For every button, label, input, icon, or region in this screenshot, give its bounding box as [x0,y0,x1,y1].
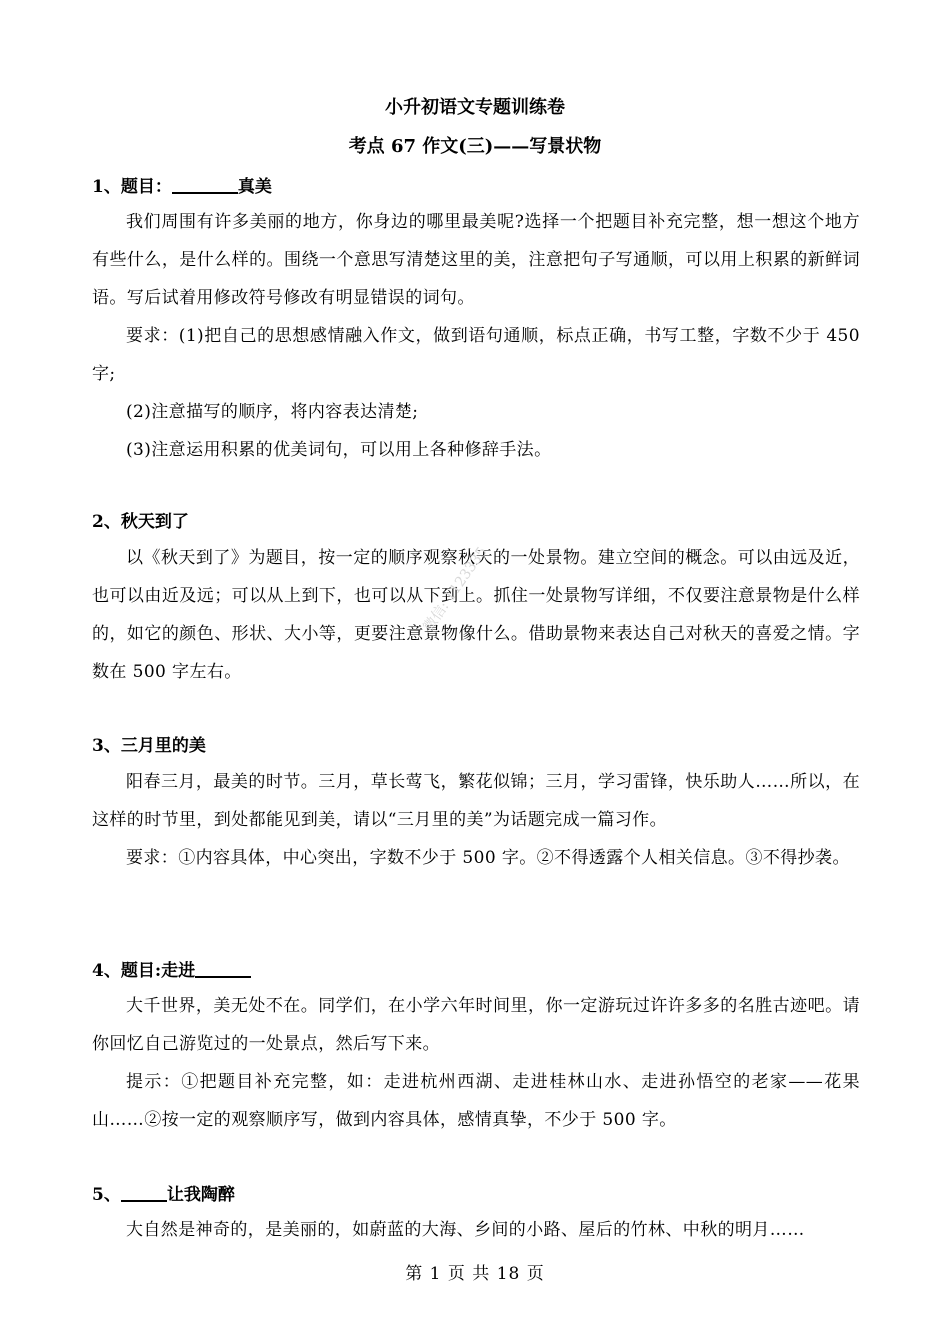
section-4-paragraph-2: 提示：①把题目补充完整，如：走进杭州西湖、走进桂林山水、走进孙悟空的老家——花果山……②按一定的观察顺序写，做到内容具体，感情真挚，不少于 500 字。 [92,1072,860,1130]
section-title: 秋天到了 [120,512,189,532]
section-suffix: 让我陶醉 [166,1185,235,1205]
section-prefix: 题目:走进 [120,961,196,981]
page-footer: 第 1 页 共 18 页 [405,1264,545,1284]
section-number: 4、 [92,961,121,981]
section-1-paragraph-4: (3)注意运用积累的优美词句，可以用上各种修辞手法。 [126,440,552,460]
fill-blank [195,958,251,978]
section-number: 5、 [92,1185,121,1205]
section-1-paragraph-1: 我们周围有许多美丽的地方，你身边的哪里最美呢?选择一个把题目补充完整，想一想这个地方有些什么，是什么样的。围绕一个意思写清楚这里的美，注意把句子写通顺，可以用上积累的新鲜词语。写后试着用修改符号修改有明显错误的词句。 [92,212,860,308]
section-4-paragraph-1: 大千世界，美无处不在。同学们，在小学六年时间里，你一定游玩过许许多多的名胜古迹吧。请你回忆自己游览过的一处景点，然后写下来。 [92,996,860,1054]
document-title: 小升初语文专题训练卷 [385,97,565,118]
watermark: 微信: 1123335 [420,544,491,635]
section-suffix: 真美 [237,177,272,197]
fill-blank [121,1182,167,1202]
section-5-paragraph-1: 大自然是神奇的，是美丽的，如蔚蓝的大海、乡间的小路、屋后的竹林、中秋的明月…… [126,1220,805,1240]
section-5-heading [92,1182,235,1207]
section-3-paragraph-2: 要求：①内容具体，中心突出，字数不少于 500 字。②不得透露个人相关信息。③不得抄袭。 [126,848,850,868]
fill-blank [172,174,238,194]
section-prefix: 题目： [120,177,172,197]
section-3-paragraph-1: 阳春三月，最美的时节。三月，草长莺飞，繁花似锦；三月，学习雷锋，快乐助人……所以，在这样的时节里，到处都能见到美，请以“三月里的美”为话题完成一篇习作。 [92,772,860,830]
document-subtitle: 考点 67 作文(三)——写景状物 [348,136,602,157]
section-number: 3、 [92,736,121,756]
section-4-heading [92,958,251,983]
section-2-heading [92,510,189,534]
section-1-paragraph-3: (2)注意描写的顺序，将内容表达清楚; [126,402,419,422]
section-title: 三月里的美 [120,736,206,756]
section-2-paragraph-1: 以《秋天到了》为题目，按一定的顺序观察秋天的一处景物。建立空间的概念。可以由远及近，也可以由近及远；可以从上到下，也可以从下到上。抓住一处景物写详细，不仅要注意景物是什么样的，如它的颜色、形状、大小等，更要注意景物像什么。借助景物来表达自己对秋天的喜爱之情。字数在 500 字左右。 [92,548,860,682]
section-number: 2、 [92,512,121,532]
section-number: 1、 [92,177,121,197]
section-1-paragraph-2: 要求：(1)把自己的思想感情融入作文，做到语句通顺，标点正确，书写工整，字数不少于 450 字; [92,326,860,384]
section-1-heading [92,174,272,199]
section-3-heading [92,734,206,758]
